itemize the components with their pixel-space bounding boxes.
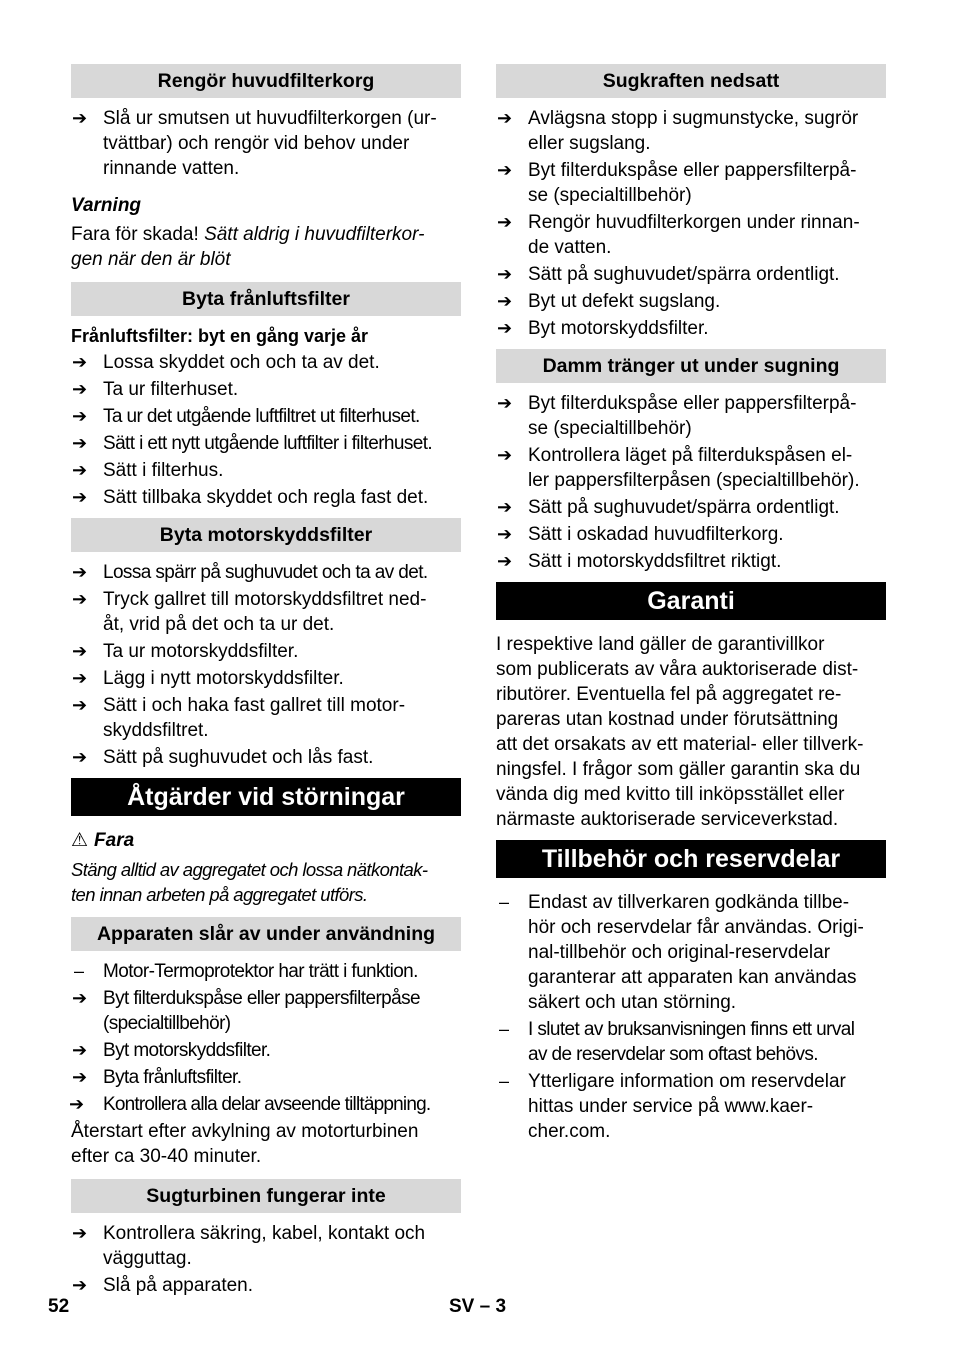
arrow-icon: ➔ — [497, 445, 513, 465]
page-number: 52 — [48, 1296, 70, 1317]
list-item — [71, 377, 461, 402]
arrow-icon: ➔ — [72, 1223, 88, 1243]
dash-marker: – — [499, 1019, 509, 1039]
arrow-icon: ➔ — [72, 747, 88, 767]
list-item — [71, 404, 461, 429]
list-item — [496, 262, 886, 287]
list-item — [71, 1065, 461, 1090]
list-item — [71, 986, 461, 1036]
list-item — [71, 350, 461, 375]
arrow-icon: ➔ — [497, 160, 513, 180]
list-item — [71, 745, 461, 770]
arrow-icon: ➔ — [69, 1094, 84, 1114]
list-item — [71, 639, 461, 664]
warning-text — [71, 222, 461, 272]
list-item — [496, 549, 886, 574]
list-item — [496, 210, 886, 260]
item-text: Kontrollera säkring, kabel, kontakt och vägguttag. — [103, 1223, 426, 1269]
arrow-icon: ➔ — [72, 988, 87, 1008]
list-item — [71, 666, 461, 691]
item-text: Sätt tillbaka skyddet och regla fast det. — [103, 487, 429, 508]
arrow-icon: ➔ — [497, 497, 513, 517]
item-text: I slutet av bruksanvisningen finns ett urval av de reservdelar som oftast behövs. — [528, 1019, 855, 1065]
warning-text-normal: Fara för skada! — [71, 224, 205, 245]
list-item — [496, 1017, 886, 1067]
item-text: Tryck gallret till motorskyddsfiltret ned- åt, vrid på det och ta ur det. — [103, 589, 427, 635]
item-text: Slå ur smutsen ut huvudfilterkorgen (ur- tvättbar) och rengör vid behov under rinnande vatten. — [103, 108, 437, 179]
item-text: Byta frånluftsfilter. — [103, 1067, 242, 1088]
item-text: Slå på apparaten. — [103, 1275, 254, 1296]
arrow-icon: ➔ — [497, 524, 513, 544]
item-text: Sätt i motorskyddsfiltret riktigt. — [528, 551, 782, 572]
section-heading: Sugkraften nedsatt — [496, 64, 886, 98]
list-item — [496, 890, 886, 1015]
item-text: Sätt på sughuvudet/spärra ordentligt. — [528, 264, 840, 285]
arrow-icon: ➔ — [497, 551, 513, 571]
arrow-icon: ➔ — [497, 264, 513, 284]
arrow-icon: ➔ — [72, 379, 88, 399]
arrow-icon: ➔ — [72, 1040, 87, 1060]
section-heading: Sugturbinen fungerar inte — [71, 1179, 461, 1213]
list-item — [496, 443, 886, 493]
dash-marker: – — [499, 1071, 510, 1091]
list-item — [71, 485, 461, 510]
arrow-icon: ➔ — [72, 406, 87, 426]
item-text: Sätt i och haka fast gallret till motor- skyddsfiltret. — [103, 695, 406, 741]
section-heading: Apparaten slår av under användning — [71, 917, 461, 951]
item-text: Byt ut defekt sugslang. — [528, 291, 721, 312]
warranty-text: I respektive land gäller de garantivillkor som publicerats av våra auktoriserade dist- ributörer. Eventuella fel på aggregatet re- pareras utan kostnad under förutsättning att det orsakats av ett material- eller tillverk- ningsfel. I frågor som gäller garantin ska du vända dig med kvitto till inköpsstället eller närmaste auktoriserade serviceverkstad. — [496, 634, 864, 830]
item-text: Sätt på sughuvudet/spärra ordentligt. — [528, 497, 840, 518]
item-text: Ta ur motorskyddsfilter. — [103, 641, 299, 662]
item-text: Ta ur filterhuset. — [103, 379, 239, 400]
item-text: Rengör huvudfilterkorgen under rinnan- de vatten. — [528, 212, 860, 258]
right-column — [496, 64, 886, 1146]
list-item — [71, 1221, 461, 1271]
left-column — [71, 64, 461, 1300]
list-item — [71, 458, 461, 483]
list-item — [496, 1069, 886, 1144]
item-text: Sätt i ett nytt utgående luftfilter i filterhuset. — [103, 433, 433, 454]
item-text: Byt filterdukspåse eller pappersfilterpåse (specialtillbehör) — [103, 988, 420, 1034]
list-item — [71, 959, 461, 984]
item-text: Byt motorskyddsfilter. — [103, 1040, 271, 1061]
list-item — [496, 158, 886, 208]
arrow-icon: ➔ — [72, 1275, 88, 1295]
arrow-icon: ➔ — [497, 108, 513, 128]
item-text: Sätt på sughuvudet och lås fast. — [103, 747, 374, 768]
arrow-icon: ➔ — [497, 393, 513, 413]
item-text: Kontrollera alla delar avseende tilltäppning. — [103, 1094, 431, 1115]
arrow-icon: ➔ — [72, 460, 88, 480]
section-heading: Damm tränger ut under sugning — [496, 349, 886, 383]
item-text: Kontrollera läget på filterdukspåsen el- ler pappersfilterpåsen (specialtillbehör). — [528, 445, 860, 491]
list-item — [496, 289, 886, 314]
arrow-icon: ➔ — [72, 641, 88, 661]
danger-label — [71, 828, 461, 853]
list-item — [71, 1038, 461, 1063]
list-item — [496, 522, 886, 547]
section-heading: Byta frånluftsfilter — [71, 282, 461, 316]
arrow-icon: ➔ — [72, 695, 88, 715]
list-item — [496, 495, 886, 520]
section-subtitle: Frånluftsfilter: byt en gång varje år — [71, 326, 369, 346]
chapter-heading: Tillbehör och reservdelar — [496, 840, 886, 878]
arrow-icon: ➔ — [72, 1067, 87, 1087]
warning-label: Varning — [71, 195, 142, 216]
item-text: Byt motorskyddsfilter. — [528, 318, 709, 339]
arrow-icon: ➔ — [72, 487, 88, 507]
danger-label-text: Fara — [94, 830, 135, 851]
warning-text-italic: Sätt aldrig i huvudfilterkor- gen när den är blöt — [71, 224, 425, 270]
arrow-icon: ➔ — [72, 108, 88, 128]
list-item — [71, 431, 461, 456]
arrow-icon: ➔ — [72, 433, 87, 453]
arrow-icon: ➔ — [72, 562, 87, 582]
arrow-icon: ➔ — [72, 589, 88, 609]
item-text: Lossa spärr på sughuvudet och ta av det. — [103, 562, 428, 583]
list-item — [71, 587, 461, 637]
list-item — [71, 106, 461, 181]
list-item — [496, 316, 886, 341]
item-text: Byt filterdukspåse eller pappersfilterpå- se (specialtillbehör) — [528, 160, 857, 206]
item-text: Ta ur det utgående luftfiltret ut filterhuset. — [103, 406, 420, 427]
list-item — [71, 1273, 461, 1298]
list-item — [496, 106, 886, 156]
list-item — [496, 391, 886, 441]
dash-marker: – — [74, 961, 84, 981]
warning-triangle-icon: ⚠ — [71, 830, 89, 851]
section-heading: Byta motorskyddsfilter — [71, 518, 461, 552]
danger-text: Stäng alltid av aggregatet och lossa nätkontak- ten innan arbeten på aggregatet utförs. — [71, 859, 428, 905]
item-text: Ytterligare information om reservdelar hittas under service på www.kaer- cher.com. — [528, 1071, 846, 1142]
item-text: Avlägsna stopp i sugmunstycke, sugrör eller sugslang. — [528, 108, 859, 154]
language-page-label: SV – 3 — [449, 1296, 507, 1317]
chapter-heading: Garanti — [496, 582, 886, 620]
item-text: Lossa skyddet och och ta av det. — [103, 352, 380, 373]
arrow-icon: ➔ — [497, 291, 513, 311]
arrow-icon: ➔ — [72, 668, 88, 688]
item-text: Lägg i nytt motorskyddsfilter. — [103, 668, 344, 689]
section-heading: Rengör huvudfilterkorg — [71, 64, 461, 98]
list-item — [71, 560, 461, 585]
item-text: Byt filterdukspåse eller pappersfilterpå- se (specialtillbehör) — [528, 393, 857, 439]
item-text: Sätt i filterhus. — [103, 460, 224, 481]
item-text: Motor-Termoprotektor har trätt i funktion. — [103, 961, 418, 982]
list-item — [71, 1092, 461, 1117]
restart-note: Återstart efter avkylning av motorturbinen efter ca 30-40 minuter. — [71, 1121, 419, 1167]
arrow-icon: ➔ — [497, 212, 513, 232]
chapter-heading: Åtgärder vid störningar — [71, 778, 461, 816]
item-text: Sätt i oskadad huvudfilterkorg. — [528, 524, 784, 545]
dash-marker: – — [499, 892, 510, 912]
list-item — [71, 693, 461, 743]
arrow-icon: ➔ — [497, 318, 513, 338]
item-text: Endast av tillverkaren godkända tillbe- hör och reservdelar får användas. Origi- nal-tillbehör och original-reservdelar garanterar att apparaten kan användas säkert och utan störning. — [528, 892, 864, 1013]
arrow-icon: ➔ — [72, 352, 88, 372]
